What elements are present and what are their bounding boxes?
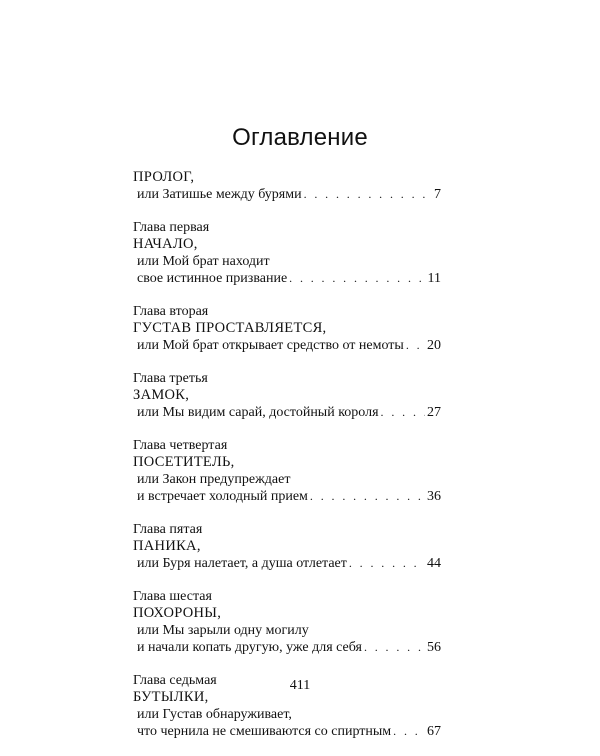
chapter-leader-line	[133, 639, 441, 656]
chapter-label: Глава первая	[133, 220, 210, 235]
chapter-subtitle-line: или Закон предупреждает	[137, 472, 291, 487]
page-title: Оглавление	[232, 124, 368, 151]
chapter-subtitle-line: или Затишье между бурями	[137, 187, 302, 202]
chapter-page-number: 67	[427, 724, 441, 739]
table-of-contents	[133, 169, 441, 756]
chapter-subtitle-line: или Буря налетает, а душа отлетает	[137, 556, 347, 571]
toc-entry	[133, 169, 441, 203]
dot-leader	[406, 337, 425, 354]
chapter-label: Глава вторая	[133, 304, 209, 319]
toc-entry	[133, 521, 441, 572]
chapter-subtitle-line: что чернила не смешиваются со спиртным	[137, 724, 392, 739]
chapter-title: ГУСТАВ ПРОСТАВЛЯЕТСЯ,	[133, 320, 327, 336]
chapter-label: Глава четвертая	[133, 438, 228, 453]
chapter-page-number: 56	[427, 640, 441, 655]
dot-leader	[310, 488, 425, 505]
chapter-leader-line	[133, 555, 441, 572]
chapter-page-number: 36	[427, 489, 441, 504]
chapter-subtitle-line: и начали копать другую, уже для себя	[137, 640, 362, 655]
dot-leader	[304, 186, 432, 203]
chapter-subtitle-line: или Мой брат открывает средство от немоты	[137, 338, 404, 353]
dot-leader	[393, 723, 425, 740]
toc-entry	[133, 370, 441, 421]
chapter-leader-line	[133, 404, 441, 421]
chapter-title: ЗАМОК,	[133, 387, 190, 403]
dot-leader	[381, 404, 425, 421]
page-number: 411	[289, 678, 311, 693]
chapter-label: Глава шестая	[133, 589, 212, 604]
chapter-leader-line	[133, 270, 441, 287]
chapter-subtitle-line: и встречает холодный прием	[137, 489, 308, 504]
chapter-subtitle-line: или Мы видим сарай, достойный короля	[137, 405, 379, 420]
chapter-page-number: 27	[427, 405, 441, 420]
chapter-leader-line	[133, 488, 441, 505]
chapter-leader-line	[133, 337, 441, 354]
chapter-page-number: 20	[427, 338, 441, 353]
toc-entry	[133, 303, 441, 354]
chapter-page-number: 44	[427, 556, 441, 571]
dot-leader	[349, 555, 425, 572]
chapter-subtitle-line: или Густав обнаруживает,	[137, 707, 292, 722]
chapter-leader-line	[133, 723, 441, 740]
dot-leader	[289, 270, 425, 287]
chapter-title: ПАНИКА,	[133, 538, 201, 554]
toc-entry	[133, 437, 441, 505]
chapter-title: ПОХОРОНЫ,	[133, 605, 222, 621]
chapter-leader-line	[133, 186, 441, 203]
chapter-label: Глава седьмая	[133, 673, 217, 688]
dot-leader	[364, 639, 425, 656]
chapter-label: Глава третья	[133, 371, 208, 386]
chapter-page-number: 7	[434, 187, 441, 202]
chapter-subtitle-line: или Мой брат находит	[137, 254, 270, 269]
chapter-title: ПОСЕТИТЕЛЬ,	[133, 454, 235, 470]
chapter-subtitle-line: или Мы зарыли одну могилу	[137, 623, 309, 638]
chapter-page-number: 11	[427, 271, 441, 286]
chapter-label: Глава пятая	[133, 522, 203, 537]
chapter-title: БУТЫЛКИ,	[133, 689, 209, 705]
chapter-title: НАЧАЛО,	[133, 236, 198, 252]
chapter-subtitle-line: свое истинное призвание	[137, 271, 288, 286]
chapter-title: ПРОЛОГ,	[133, 169, 195, 185]
toc-entry	[133, 588, 441, 656]
toc-entry	[133, 219, 441, 287]
